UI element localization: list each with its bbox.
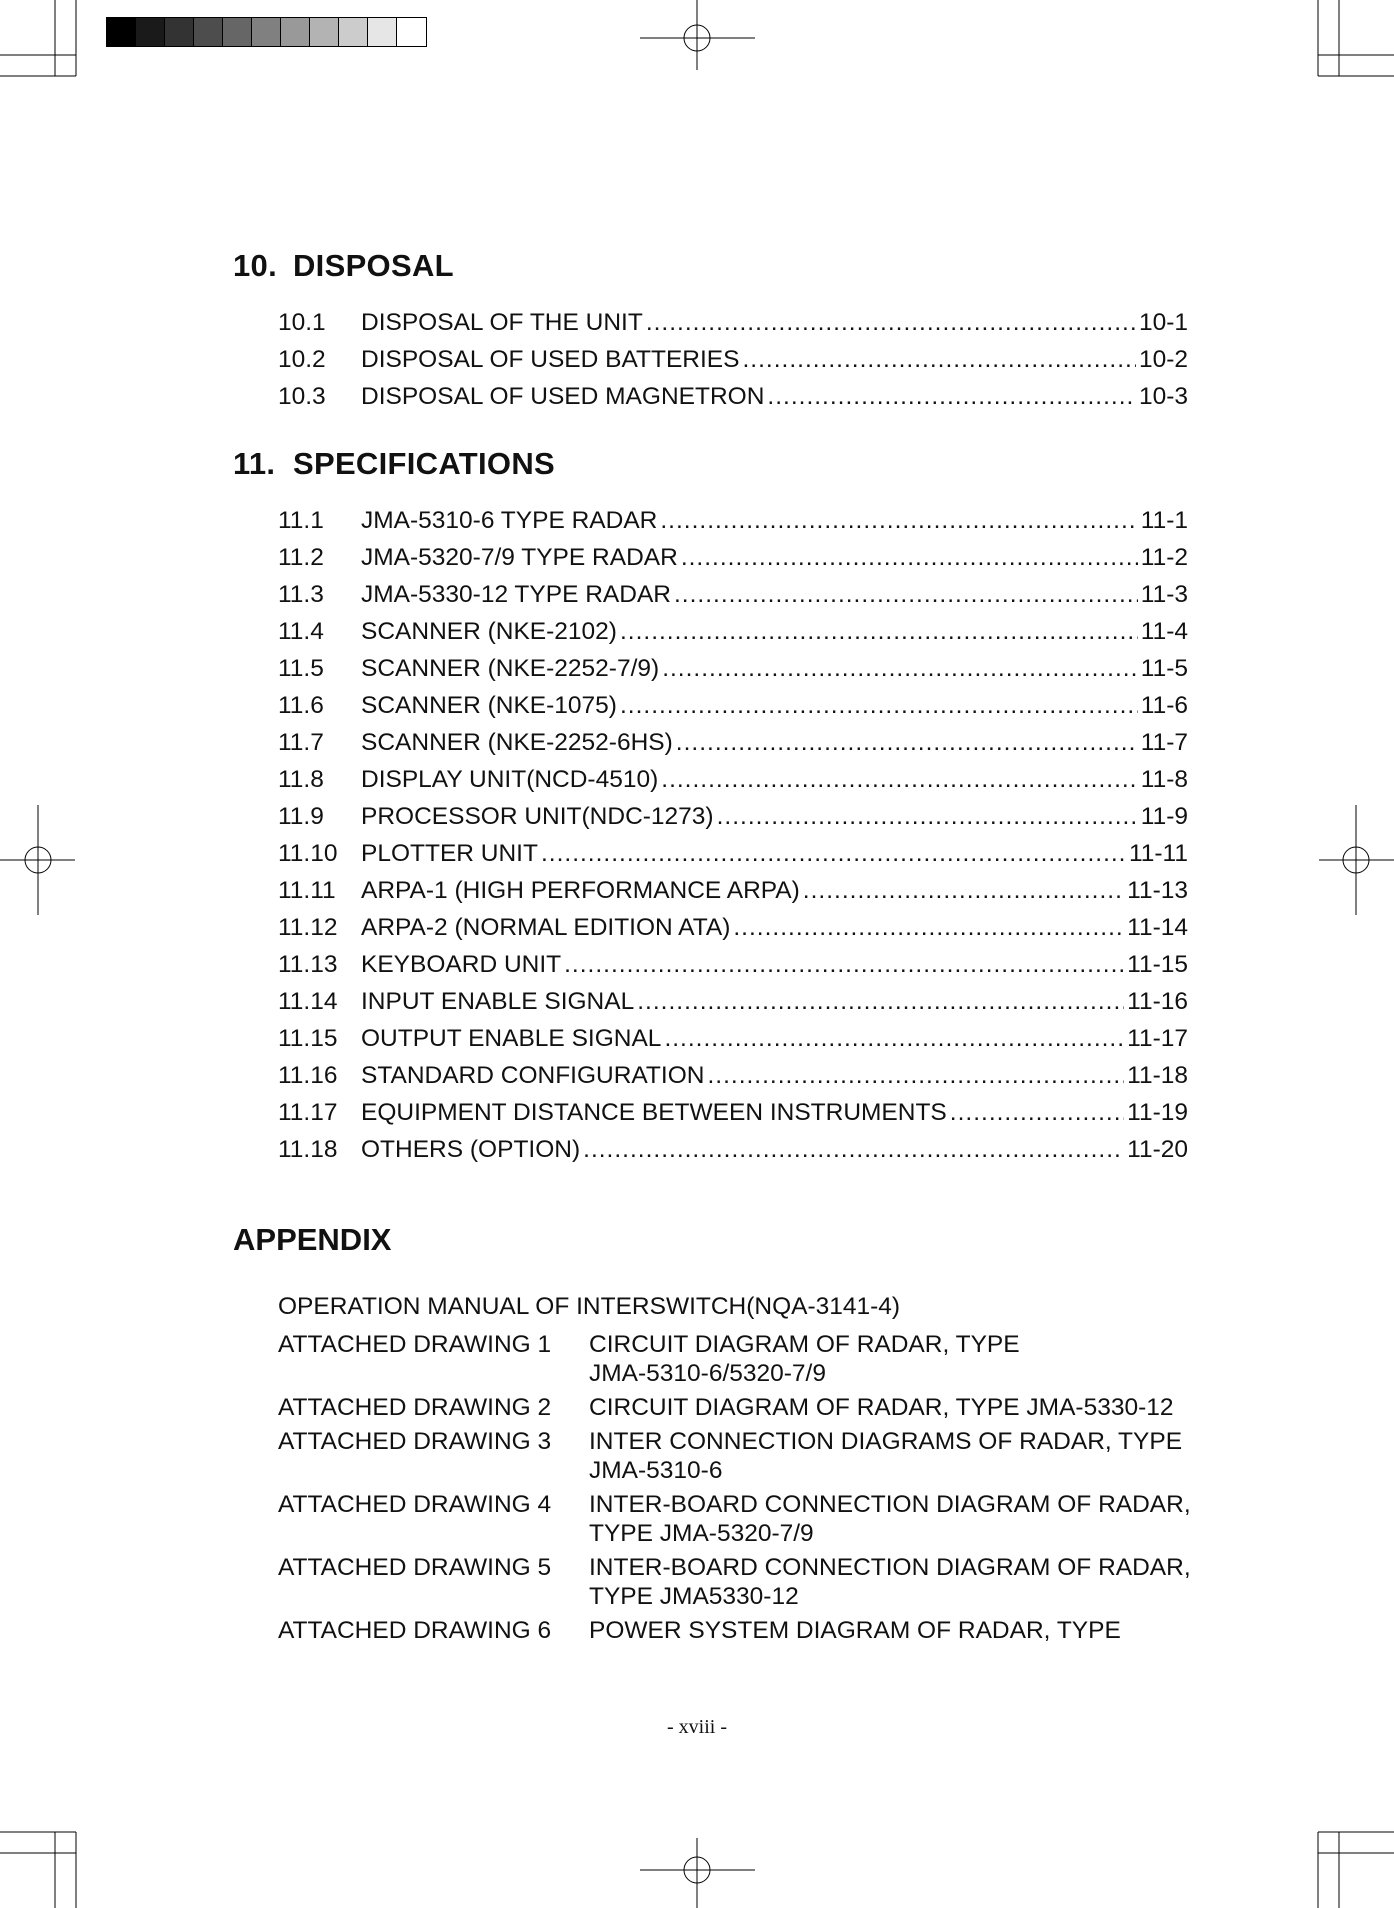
- toc-entry-title: SCANNER (NKE-2252-6HS): [361, 729, 673, 756]
- drawing-label: ATTACHED DRAWING 5: [278, 1554, 552, 1581]
- toc-entry-page: 11-4: [1140, 618, 1188, 645]
- appendix-drawing-entry[interactable]: [278, 1616, 1218, 1645]
- toc-dot-leader: [541, 840, 1126, 868]
- grayscale-swatch: [165, 18, 194, 46]
- toc-entry-number: 11.17: [278, 1099, 338, 1126]
- drawing-description-line: INTER-BOARD CONNECTION DIAGRAM OF RADAR,: [589, 1554, 1191, 1581]
- toc-entry-title: STANDARD CONFIGURATION: [361, 1062, 705, 1089]
- toc-entry-number: 10.3: [278, 383, 326, 410]
- toc-entry-page: 11-7: [1140, 729, 1188, 756]
- drawing-description-line: TYPE JMA5330-12: [589, 1583, 799, 1610]
- drawing-description: [589, 1330, 1218, 1388]
- drawing-description-line: CIRCUIT DIAGRAM OF RADAR, TYPE JMA-5330-12: [589, 1394, 1174, 1421]
- toc-entry[interactable]: [278, 1025, 1188, 1062]
- toc-entry[interactable]: [278, 766, 1188, 803]
- section-title: DISPOSAL: [293, 248, 454, 283]
- toc-entry[interactable]: [278, 1062, 1188, 1099]
- drawing-description: [589, 1427, 1218, 1485]
- toc-entry-page: 11-11: [1128, 840, 1188, 867]
- toc-dot-leader: [662, 655, 1138, 683]
- drawing-label: ATTACHED DRAWING 1: [278, 1331, 552, 1358]
- appendix-drawing-entry[interactable]: [278, 1393, 1218, 1422]
- toc-entry-title: OTHERS (OPTION): [361, 1136, 581, 1163]
- toc-entry-page: 11-17: [1127, 1025, 1188, 1052]
- toc-entry-title: ARPA-2 (NORMAL EDITION ATA): [361, 914, 731, 941]
- drawing-description-line: CIRCUIT DIAGRAM OF RADAR, TYPE: [589, 1331, 1020, 1358]
- toc-entry[interactable]: [278, 951, 1188, 988]
- toc-entry-title: JMA-5310-6 TYPE RADAR: [361, 507, 658, 534]
- toc-entry-title: DISPLAY UNIT(NCD-4510): [361, 766, 659, 793]
- toc-entry[interactable]: [278, 1099, 1188, 1136]
- toc-dot-leader: [620, 692, 1138, 720]
- toc-entry[interactable]: [278, 581, 1188, 618]
- toc-entry-number: 11.6: [278, 692, 324, 719]
- toc-entry[interactable]: [278, 544, 1188, 581]
- toc-entry-page: 10-1: [1138, 309, 1188, 336]
- drawing-label: ATTACHED DRAWING 4: [278, 1491, 552, 1518]
- toc-entry[interactable]: [278, 877, 1188, 914]
- toc-entry-number: 11.2: [278, 544, 324, 571]
- toc-dot-leader: [742, 346, 1135, 374]
- section-number: 10.: [233, 248, 277, 283]
- section-number: 11.: [233, 446, 276, 481]
- drawing-description-line: JMA-5310-6/5320-7/9: [589, 1360, 826, 1387]
- toc-entry-title: SCANNER (NKE-2252-7/9): [361, 655, 660, 682]
- toc-entry-page: 11-15: [1127, 951, 1188, 978]
- toc-entry-title: DISPOSAL OF USED BATTERIES: [361, 346, 740, 373]
- section-heading-disposal: [233, 248, 454, 284]
- toc-dot-leader: [646, 309, 1136, 337]
- drawing-description-line: INTER-BOARD CONNECTION DIAGRAM OF RADAR,: [589, 1491, 1191, 1518]
- grayscale-swatch: [252, 18, 281, 46]
- toc-entry-title: EQUIPMENT DISTANCE BETWEEN INSTRUMENTS: [361, 1099, 947, 1126]
- toc-entry-number: 11.5: [278, 655, 324, 682]
- toc-entry[interactable]: [278, 840, 1188, 877]
- toc-entry-page: 11-5: [1140, 655, 1188, 682]
- section-heading-specifications: [233, 446, 555, 482]
- toc-dot-leader: [717, 803, 1138, 831]
- toc-dot-leader: [676, 729, 1138, 757]
- grayscale-color-bar: [106, 17, 427, 47]
- drawing-description-line: TYPE JMA-5320-7/9: [589, 1520, 814, 1547]
- toc-entry-page: 11-6: [1140, 692, 1188, 719]
- toc-entry[interactable]: [278, 914, 1188, 951]
- toc-dot-leader: [583, 1136, 1124, 1164]
- toc-entry[interactable]: [278, 1136, 1188, 1173]
- toc-entry-number: 11.9: [278, 803, 324, 830]
- toc-entry-page: 11-2: [1140, 544, 1188, 571]
- toc-dot-leader: [707, 1062, 1124, 1090]
- appendix-manual: OPERATION MANUAL OF INTERSWITCH(NQA-3141-4): [278, 1293, 901, 1320]
- toc-entry[interactable]: [278, 383, 1188, 420]
- grayscale-swatch: [310, 18, 339, 46]
- toc-entry[interactable]: [278, 346, 1188, 383]
- toc-entry-number: 10.1: [278, 309, 326, 336]
- appendix-heading: APPENDIX: [233, 1222, 392, 1257]
- drawing-description: [589, 1553, 1218, 1611]
- grayscale-swatch: [107, 18, 136, 46]
- toc-dot-leader: [564, 951, 1124, 979]
- toc-entry-title: INPUT ENABLE SIGNAL: [361, 988, 635, 1015]
- toc-entry-page: 11-20: [1127, 1136, 1188, 1163]
- grayscale-swatch: [281, 18, 310, 46]
- appendix-drawing-entry[interactable]: [278, 1330, 1218, 1388]
- grayscale-swatch: [397, 18, 426, 46]
- toc-dot-leader: [733, 914, 1124, 942]
- toc-dot-leader: [767, 383, 1136, 411]
- toc-list-disposal: [278, 309, 1188, 420]
- toc-entry-page: 11-14: [1127, 914, 1188, 941]
- toc-dot-leader: [950, 1099, 1124, 1127]
- toc-dot-leader: [620, 618, 1138, 646]
- toc-entry-page: 10-2: [1138, 346, 1188, 373]
- toc-entry-number: 11.3: [278, 581, 324, 608]
- toc-entry-page: 10-3: [1138, 383, 1188, 410]
- toc-entry[interactable]: [278, 692, 1188, 729]
- toc-entry-title: JMA-5330-12 TYPE RADAR: [361, 581, 671, 608]
- grayscale-swatch: [194, 18, 223, 46]
- toc-entry-title: SCANNER (NKE-2102): [361, 618, 617, 645]
- toc-entry-number: 11.10: [278, 840, 338, 867]
- drawing-description-line: POWER SYSTEM DIAGRAM OF RADAR, TYPE: [589, 1617, 1121, 1644]
- toc-dot-leader: [803, 877, 1124, 905]
- drawing-label: ATTACHED DRAWING 3: [278, 1428, 552, 1455]
- toc-entry-number: 11.13: [278, 951, 338, 978]
- toc-entry-number: 11.12: [278, 914, 338, 941]
- appendix-drawing-entry[interactable]: [278, 1490, 1218, 1548]
- toc-entry-number: 11.7: [278, 729, 324, 756]
- toc-entry[interactable]: [278, 507, 1188, 544]
- toc-entry-number: 10.2: [278, 346, 326, 373]
- drawing-description: [589, 1490, 1218, 1548]
- appendix-drawing-entry[interactable]: [278, 1427, 1218, 1485]
- toc-entry-page: 11-13: [1127, 877, 1188, 904]
- toc-dot-leader: [660, 507, 1137, 535]
- toc-entry-number: 11.16: [278, 1062, 338, 1089]
- toc-entry-title: ARPA-1 (HIGH PERFORMANCE ARPA): [361, 877, 800, 904]
- grayscale-swatch: [223, 18, 252, 46]
- toc-dot-leader: [674, 581, 1138, 609]
- toc-entry[interactable]: [278, 655, 1188, 692]
- grayscale-swatch: [368, 18, 397, 46]
- drawing-description-line: INTER CONNECTION DIAGRAMS OF RADAR, TYPE: [589, 1428, 1183, 1455]
- appendix-drawing-entry[interactable]: [278, 1553, 1218, 1611]
- toc-entry-title: JMA-5320-7/9 TYPE RADAR: [361, 544, 678, 571]
- toc-dot-leader: [637, 988, 1124, 1016]
- toc-entry-title: SCANNER (NKE-1075): [361, 692, 617, 719]
- toc-entry-number: 11.14: [278, 988, 338, 1015]
- toc-entry[interactable]: [278, 988, 1188, 1025]
- appendix-drawings: [278, 1330, 1218, 1650]
- toc-entry[interactable]: [278, 618, 1188, 655]
- section-title: SPECIFICATIONS: [293, 446, 555, 481]
- drawing-label: ATTACHED DRAWING 2: [278, 1394, 552, 1421]
- toc-entry-title: DISPOSAL OF THE UNIT: [361, 309, 643, 336]
- toc-entry-number: 11.18: [278, 1136, 338, 1163]
- toc-entry-number: 11.11: [278, 877, 336, 904]
- toc-dot-leader: [664, 1025, 1124, 1053]
- grayscale-swatch: [339, 18, 368, 46]
- toc-entry[interactable]: [278, 729, 1188, 766]
- toc-entry[interactable]: [278, 803, 1188, 840]
- toc-entry-title: KEYBOARD UNIT: [361, 951, 562, 978]
- toc-entry-page: 11-9: [1140, 803, 1188, 830]
- toc-entry-page: 11-8: [1140, 766, 1188, 793]
- page-number: - xviii -: [667, 1716, 727, 1738]
- toc-entry-title: PROCESSOR UNIT(NDC-1273): [361, 803, 714, 830]
- drawing-label: ATTACHED DRAWING 6: [278, 1617, 552, 1644]
- toc-entry[interactable]: [278, 309, 1188, 346]
- toc-entry-number: 11.15: [278, 1025, 338, 1052]
- toc-dot-leader: [661, 766, 1138, 794]
- toc-entry-number: 11.8: [278, 766, 324, 793]
- drawing-description-line: JMA-5310-6: [589, 1457, 723, 1484]
- grayscale-swatch: [136, 18, 165, 46]
- toc-entry-page: 11-19: [1127, 1099, 1188, 1126]
- toc-entry-page: 11-16: [1127, 988, 1188, 1015]
- toc-entry-page: 11-18: [1127, 1062, 1188, 1089]
- drawing-description: [589, 1616, 1218, 1645]
- toc-entry-page: 11-3: [1140, 581, 1188, 608]
- toc-entry-title: PLOTTER UNIT: [361, 840, 538, 867]
- drawing-description: [589, 1393, 1218, 1422]
- toc-entry-number: 11.1: [278, 507, 324, 534]
- toc-entry-page: 11-1: [1140, 507, 1188, 534]
- toc-dot-leader: [681, 544, 1138, 572]
- toc-entry-title: DISPOSAL OF USED MAGNETRON: [361, 383, 765, 410]
- toc-entry-title: OUTPUT ENABLE SIGNAL: [361, 1025, 662, 1052]
- toc-entry-number: 11.4: [278, 618, 324, 645]
- toc-list-specifications: [278, 507, 1188, 1173]
